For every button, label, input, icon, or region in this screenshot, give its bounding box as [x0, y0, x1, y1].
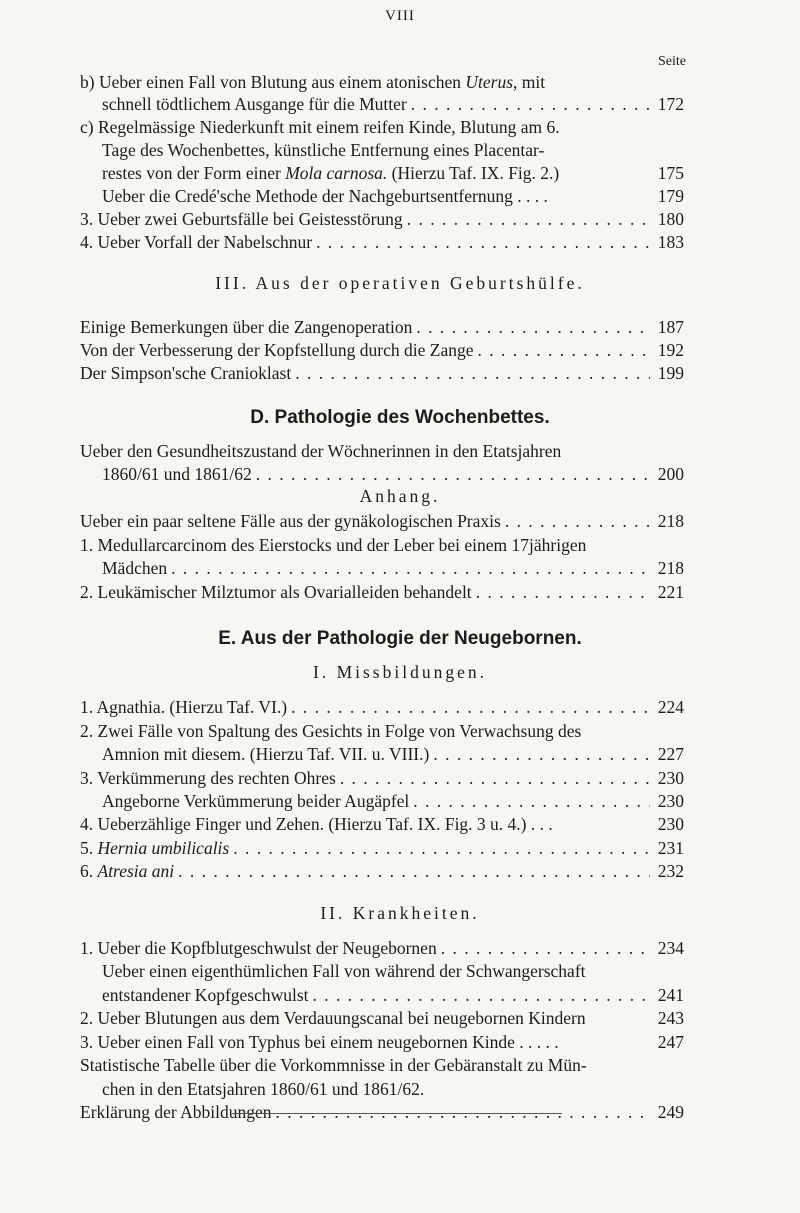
toc-entry-title: 4. Ueberzählige Finger und Zehen. (Hierzu Taf. IX. Fig. 3 u. 4.) . . . — [80, 814, 553, 834]
toc-entry — [102, 1077, 684, 1101]
section-heading: II. Krankheiten. — [320, 903, 480, 923]
toc-entry — [102, 959, 684, 983]
toc-page-number: 247 — [657, 1032, 684, 1052]
leader-dots — [291, 695, 650, 719]
leader-dots — [407, 207, 650, 231]
toc-entry — [102, 462, 684, 486]
leader-dots — [275, 1100, 650, 1124]
toc-entry-title: 3. Ueber einen Fall von Typhus bei einem neugebornen Kinde . . . . . — [80, 1032, 559, 1052]
toc-entry-title: 2. Leukämischer Milztumor als Ovarialleiden behandelt — [80, 582, 472, 602]
toc-entry — [80, 509, 684, 533]
toc-entry-title: 2. Ueber Blutungen aus dem Verdauungscanal bei neugebornen Kindern — [80, 1008, 586, 1028]
toc-entry-title: 5. Hernia umbilicalis — [80, 838, 230, 858]
leader-dots — [433, 742, 650, 766]
toc-entry-title: 3. Verkümmerung des rechten Ohres — [80, 768, 336, 788]
toc-entry-title: Ueber die Credé'sche Methode der Nachgeburtsentfernung . . . . — [102, 186, 548, 206]
toc-page-number: 230 — [657, 791, 684, 811]
section-heading: III. Aus der operativen Geburtshülfe. — [215, 273, 585, 293]
leader-dots — [256, 462, 650, 486]
toc-page-number: 230 — [657, 814, 684, 834]
toc-page-number: 180 — [657, 209, 684, 229]
toc-page-number: 227 — [657, 744, 684, 764]
toc-page-number: 232 — [657, 861, 684, 881]
toc-entry-title: Amnion mit diesem. (Hierzu Taf. VII. u. VIII.) — [102, 744, 430, 764]
leader-dots — [411, 92, 650, 116]
section-heading: E. Aus der Pathologie der Neugebornen. — [218, 628, 582, 649]
leader-dots — [476, 580, 650, 604]
toc-page-number: 243 — [657, 1008, 684, 1028]
toc-page-number: 234 — [657, 938, 684, 958]
toc-entry-title: Mädchen — [102, 558, 168, 578]
leader-dots — [505, 509, 650, 533]
leader-dots — [316, 230, 650, 254]
toc-entry — [80, 361, 684, 385]
toc-entry-title: Ueber einen eigenthümlichen Fall von während der Schwangerschaft — [102, 961, 586, 981]
leader-dots — [416, 315, 650, 339]
toc-entry-title: c) Regelmässige Niederkunft mit einem reifen Kinde, Blutung am 6. — [80, 117, 560, 137]
toc-page-number: 187 — [657, 317, 684, 337]
toc-page-number: 179 — [657, 186, 684, 206]
toc-entry — [80, 580, 684, 604]
toc-entry-title: Erklärung der Abbildungen — [80, 1102, 272, 1122]
section-heading: D. Pathologie des Wochenbettes. — [250, 407, 550, 428]
toc-entry — [80, 315, 684, 339]
toc-page-number: 249 — [657, 1102, 684, 1122]
toc-entry-title: 4. Ueber Vorfall der Nabelschnur — [80, 232, 313, 252]
leader-dots — [295, 361, 650, 385]
toc-entry-title: Ueber den Gesundheitszustand der Wöchnerinnen in den Etatsjahren — [80, 441, 562, 461]
section-heading: Anhang. — [359, 486, 441, 506]
toc-entry — [102, 138, 684, 162]
toc-page-number: 175 — [657, 163, 684, 183]
leader-dots — [413, 789, 650, 813]
leader-dots — [171, 556, 650, 580]
toc-entry — [80, 1006, 684, 1030]
toc-entry — [80, 719, 684, 743]
toc-entry — [80, 230, 684, 254]
toc-entry — [80, 936, 684, 960]
toc-entry — [80, 533, 684, 557]
toc-page-number: 218 — [657, 511, 684, 531]
footer-rule — [232, 1113, 562, 1114]
toc-entry-title: schnell tödtlichem Ausgange für die Mutter — [102, 94, 407, 114]
toc-entry-title: 1860/61 und 1861/62 — [102, 464, 252, 484]
toc-entry-title: 1. Medullarcarcinom des Eierstocks und der Leber bei einem 17jährigen — [80, 535, 587, 555]
toc-entry — [80, 1100, 684, 1124]
toc-entry-title: chen in den Etatsjahren 1860/61 und 1861/62. — [102, 1079, 425, 1099]
section-heading: I. Missbildungen. — [313, 662, 487, 682]
toc-entry-title: b) Ueber einen Fall von Blutung aus einem atonischen Uterus, mit — [80, 72, 546, 92]
toc-entry-title: Ueber ein paar seltene Fälle aus der gynäkologischen Praxis — [80, 511, 501, 531]
leader-dots — [340, 766, 650, 790]
toc-entry — [102, 742, 684, 766]
toc-page-number: 192 — [657, 340, 684, 360]
toc-entry-title: entstandener Kopfgeschwulst — [102, 985, 309, 1005]
toc-entry-title: Einige Bemerkungen über die Zangenoperation — [80, 317, 413, 337]
toc-entry-title: Tage des Wochenbettes, künstliche Entfernung eines Placentar- — [102, 140, 545, 160]
toc-entry-title: Statistische Tabelle über die Vorkommnisse in der Gebäranstalt zu Mün- — [80, 1055, 587, 1075]
toc-entry-title: 1. Ueber die Kopfblutgeschwulst der Neugebornen — [80, 938, 437, 958]
toc-entry — [80, 338, 684, 362]
toc-page-number: 224 — [657, 697, 684, 717]
leader-dots — [313, 983, 650, 1007]
toc-entry-title: Der Simpson'sche Cranioklast — [80, 363, 292, 383]
toc-entry — [80, 812, 684, 836]
toc-entry — [80, 207, 684, 231]
toc-entry-title: 6. Atresia ani — [80, 861, 175, 881]
toc-page-number: 183 — [657, 232, 684, 252]
leader-dots — [478, 338, 651, 362]
toc-page-number: 218 — [657, 558, 684, 578]
toc-page-number: 199 — [657, 363, 684, 383]
toc-page-number: 200 — [657, 464, 684, 484]
toc-entry — [80, 1053, 684, 1077]
toc-entry — [80, 836, 684, 860]
toc-entry — [80, 70, 684, 94]
toc-entry — [102, 789, 684, 813]
toc-entry — [80, 115, 684, 139]
leader-dots — [233, 836, 650, 860]
toc-entry — [80, 1030, 684, 1054]
leader-dots — [441, 936, 650, 960]
toc-entry — [80, 859, 684, 883]
toc-page-number: 230 — [657, 768, 684, 788]
toc-entry-title: restes von der Form einer Mola carnosa. (Hierzu Taf. IX. Fig. 2.) — [102, 163, 560, 183]
toc-page-number: 172 — [657, 94, 684, 114]
toc-entry-title: Von der Verbesserung der Kopfstellung durch die Zange — [80, 340, 474, 360]
toc-entry — [102, 184, 684, 208]
toc-entry-title: 3. Ueber zwei Geburtsfälle bei Geistesstörung — [80, 209, 403, 229]
toc-entry-title: 2. Zwei Fälle von Spaltung des Gesichts in Folge von Verwachsung des — [80, 721, 582, 741]
toc-entry-title: Angeborne Verkümmerung beider Augäpfel — [102, 791, 410, 811]
toc-page-number: 221 — [657, 582, 684, 602]
page-number: VIII — [385, 8, 415, 24]
toc-entry — [80, 439, 684, 463]
toc-page-number: 231 — [657, 838, 684, 858]
toc-entry — [80, 766, 684, 790]
toc-page-number: 241 — [657, 985, 684, 1005]
toc-entry — [102, 556, 684, 580]
leader-dots — [178, 859, 650, 883]
toc-entry — [102, 92, 684, 116]
toc-entry — [102, 161, 684, 185]
toc-entry-title: 1. Agnathia. (Hierzu Taf. VI.) — [80, 697, 288, 717]
column-header-seite: Seite — [658, 54, 686, 69]
toc-entry — [80, 695, 684, 719]
toc-entry — [102, 983, 684, 1007]
